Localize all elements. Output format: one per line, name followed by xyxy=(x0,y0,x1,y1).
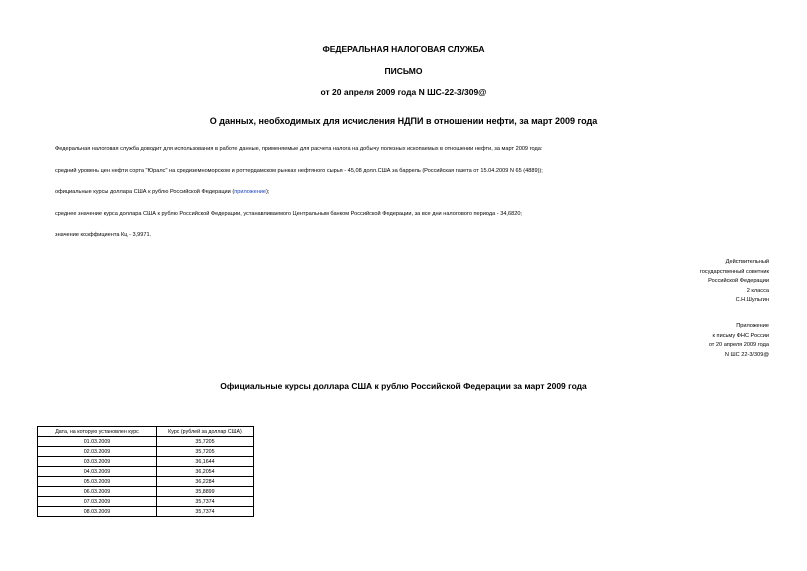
signature-line: 2 класса xyxy=(746,287,769,294)
rate-cell: 35,7374 xyxy=(157,497,254,507)
appendix-link[interactable]: приложение xyxy=(234,189,267,195)
date-cell: 08.03.2009 xyxy=(38,507,157,517)
table-row xyxy=(38,507,254,517)
appendix-line: от 20 апреля 2009 года xyxy=(708,342,769,349)
date-cell: 02.03.2009 xyxy=(38,447,157,457)
document-subject: О данных, необходимых для исчисления НДПИ в отношении нефти, за март 2009 года xyxy=(209,116,598,126)
table-row xyxy=(38,437,254,447)
date-cell: 04.03.2009 xyxy=(38,467,157,477)
document-type: ПИСЬМО xyxy=(384,66,423,76)
exchange-rates-text-end: ); xyxy=(266,189,270,195)
appendix-line: к письму ФНС России xyxy=(712,332,769,339)
column-header-date: Дата, на которую установлен курс xyxy=(38,427,157,437)
date-cell: 05.03.2009 xyxy=(38,477,157,487)
date-cell: 03.03.2009 xyxy=(38,457,157,467)
table-row xyxy=(38,457,254,467)
rate-cell: 35,7205 xyxy=(157,437,254,447)
date-cell: 01.03.2009 xyxy=(38,437,157,447)
exchange-rates-paragraph xyxy=(55,189,755,196)
table-row xyxy=(38,497,254,507)
rate-cell: 35,7205 xyxy=(157,447,254,457)
table-row xyxy=(38,467,254,477)
rate-cell: 35,8899 xyxy=(157,487,254,497)
average-rate-paragraph: среднее значение курса доллара США к рублю Российской Федерации, устанавливаемого Центральным банком Российской Федерации, за все дни налогового периода - 34,6820; xyxy=(55,211,522,217)
rate-cell: 36,1644 xyxy=(157,457,254,467)
date-cell: 07.03.2009 xyxy=(38,497,157,507)
intro-paragraph: Федеральная налоговая служба доводит для использования в работе данные, применяемые для расчета налога на добычу полезных ископаемых в отношении нефти, за март 2009 года: xyxy=(55,146,543,152)
signature-line: государственный советник xyxy=(699,268,769,275)
table-row xyxy=(38,487,254,497)
signature-name: С.Н.Шульгин xyxy=(735,297,769,304)
column-header-rate: Курс (рублей за доллар США) xyxy=(157,427,254,437)
date-cell: 06.03.2009 xyxy=(38,487,157,497)
table-title: Официальные курсы доллара США к рублю Российской Федерации за март 2009 года xyxy=(220,381,587,391)
rate-cell: 36,2054 xyxy=(157,467,254,477)
coefficient-paragraph: значение коэффициента Кц - 3,9971. xyxy=(55,232,152,238)
exchange-rates-text: официальные курсы доллара США к рублю Российской Федерации ( xyxy=(55,189,235,195)
oil-price-paragraph: средний уровень цен нефти сорта "Юралс" на средиземноморском и роттердамском рынках нефтяного сырья - 45,08 долл.США за баррель (Российская газета от 15.04.2009 N 65 (4889)); xyxy=(55,168,543,174)
document-date-number: от 20 апреля 2009 года N ШС-22-3/309@ xyxy=(320,87,487,97)
agency-title: ФЕДЕРАЛЬНАЯ НАЛОГОВАЯ СЛУЖБА xyxy=(322,44,485,54)
rate-cell: 35,7374 xyxy=(157,507,254,517)
appendix-header xyxy=(709,322,769,360)
signature-line: Действительный xyxy=(725,259,769,265)
table-header-row xyxy=(38,427,254,437)
table-row xyxy=(38,477,254,487)
exchange-rates-table xyxy=(37,426,254,517)
appendix-line: N ШС 22-3/309@ xyxy=(724,351,769,358)
rate-cell: 36,2284 xyxy=(157,477,254,487)
signature-line: Российской Федерации xyxy=(708,278,769,285)
signature-block xyxy=(700,258,769,306)
table-row xyxy=(38,447,254,457)
appendix-line: Приложение xyxy=(736,323,769,329)
